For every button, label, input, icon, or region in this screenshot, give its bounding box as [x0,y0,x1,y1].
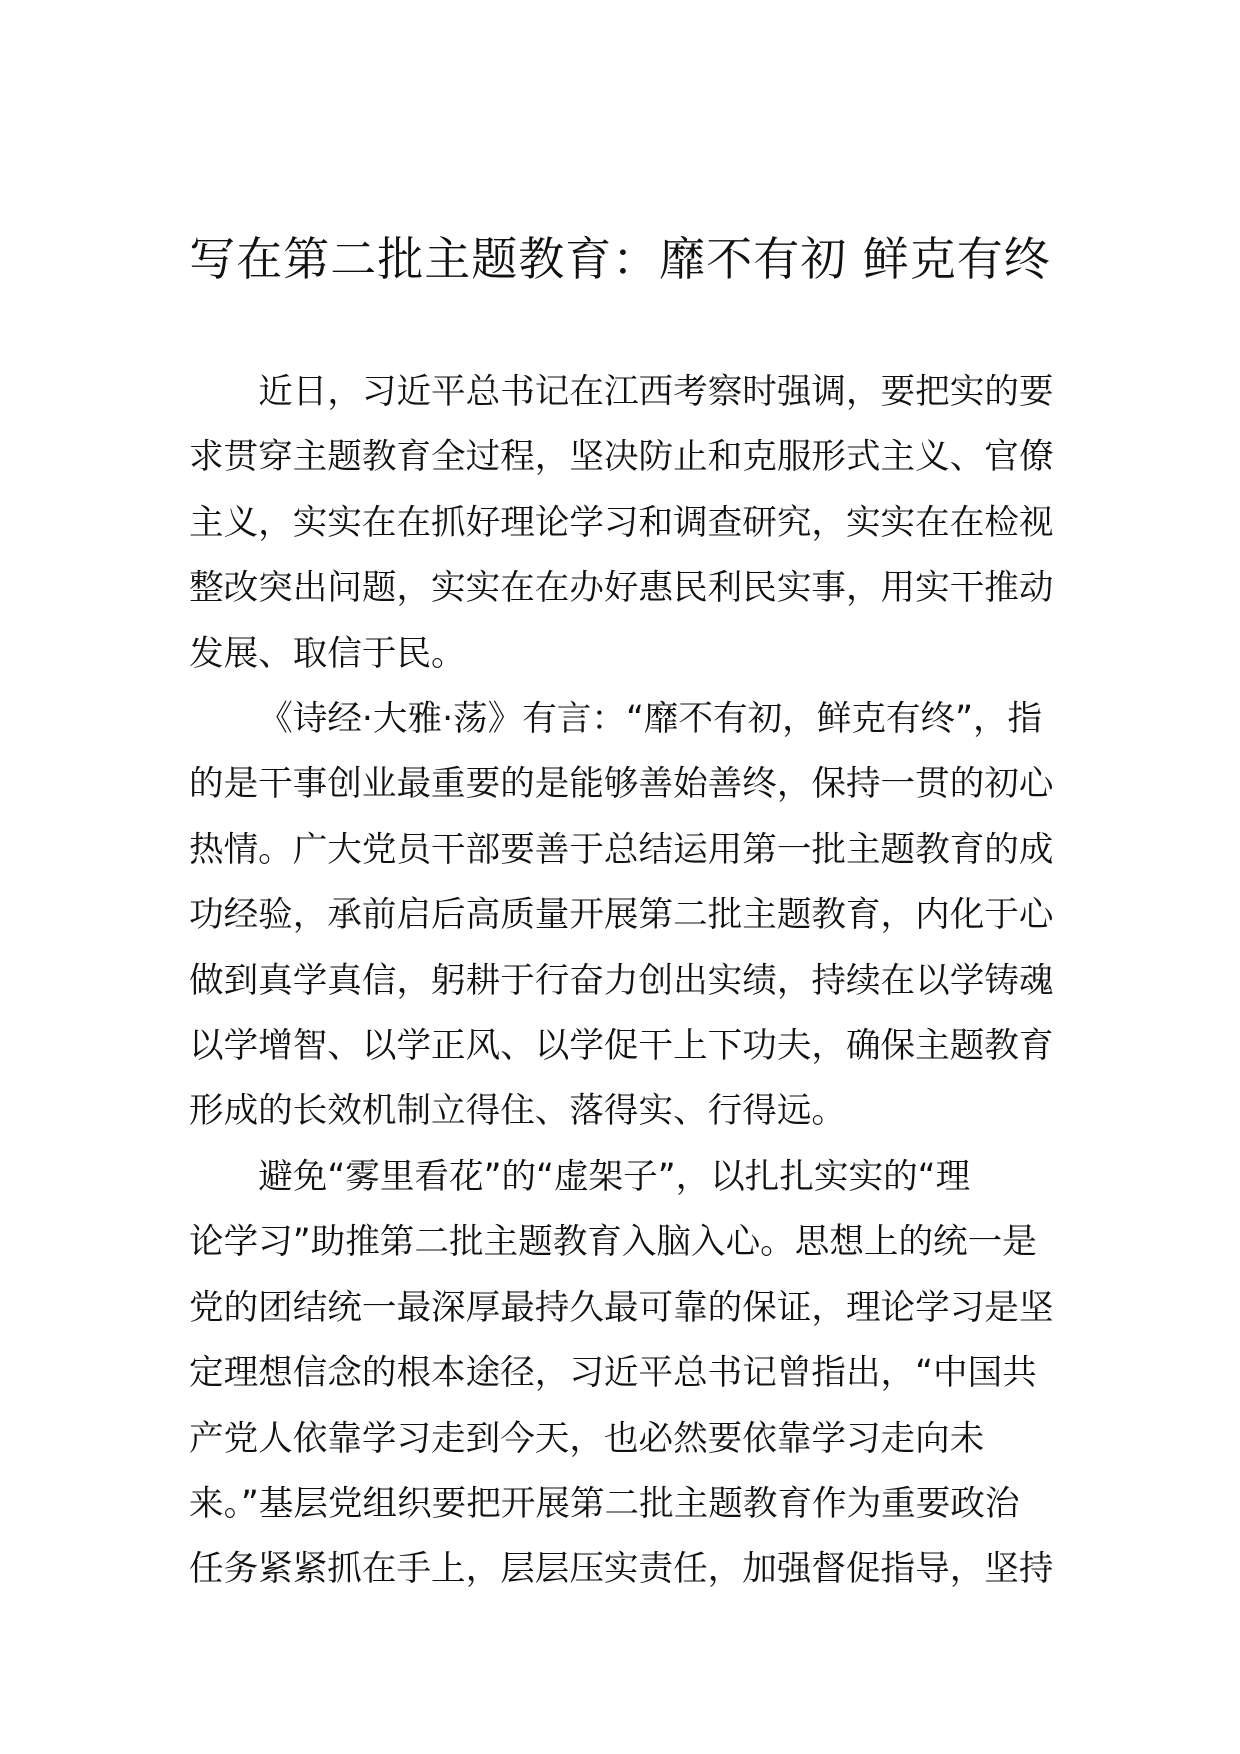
paragraph-3 [189,1145,1059,1603]
paragraph-2 [189,687,1059,1145]
text-line: 求贯穿主题教育全过程，坚决防止和克服形式主义、官僚 [189,437,1054,478]
text-line: 以学增智、以学正风、以学促干上下功夫，确保主题教育 [189,1026,1054,1067]
document-body [189,360,1059,1603]
text-line: 主义，实实在在抓好理论学习和调查研究，实实在在检视 [189,502,1054,543]
text-line: 的是干事创业最重要的是能够善始善终，保持一贯的初心 [189,764,1054,805]
text-line: 产党人依靠学习走到今天，也必然要依靠学习走向未 [189,1418,985,1459]
text-line: 发展、取信于民。 [189,633,466,674]
text-line: 形成的长效机制立得住、落得实、行得远。 [189,1091,846,1132]
text-line: 论学习”助推第二批主题教育入脑入心。思想上的统一是 [189,1222,1037,1263]
text-line: 党的团结统一最深厚最持久最可靠的保证，理论学习是坚 [189,1287,1054,1328]
text-line: 近日，习近平总书记在江西考察时强调，要把实的要 [258,372,1054,412]
text-line: 功经验，承前启后高质量开展第二批主题教育，内化于心 [189,895,1054,936]
document-title: 写在第二批主题教育：靡不有初 鲜克有终 [189,232,1051,286]
text-line: 做到真学真信，躬耕于行奋力创出实绩，持续在以学铸魂 [189,960,1054,1001]
text-line: 任务紧紧抓在手上，层层压实责任，加强督促指导，坚持 [189,1549,1054,1590]
text-line: 来。”基层党组织要把开展第二批主题教育作为重要政治 [189,1483,1020,1524]
paragraph-1 [189,360,1059,687]
text-line: 整改突出问题，实实在在办好惠民利民实事，用实干推动 [189,568,1054,609]
text-line: 《诗经·大雅·荡》有言：“靡不有初，鲜克有终”，指 [258,699,1043,740]
text-line: 定理想信念的根本途径，习近平总书记曾指出，“中国共 [189,1353,1037,1394]
text-line: 热情。广大党员干部要善于总结运用第一批主题教育的成 [189,829,1054,870]
text-line: 避免“雾里看花”的“虚架子”，以扎扎实实的“理 [258,1156,971,1197]
